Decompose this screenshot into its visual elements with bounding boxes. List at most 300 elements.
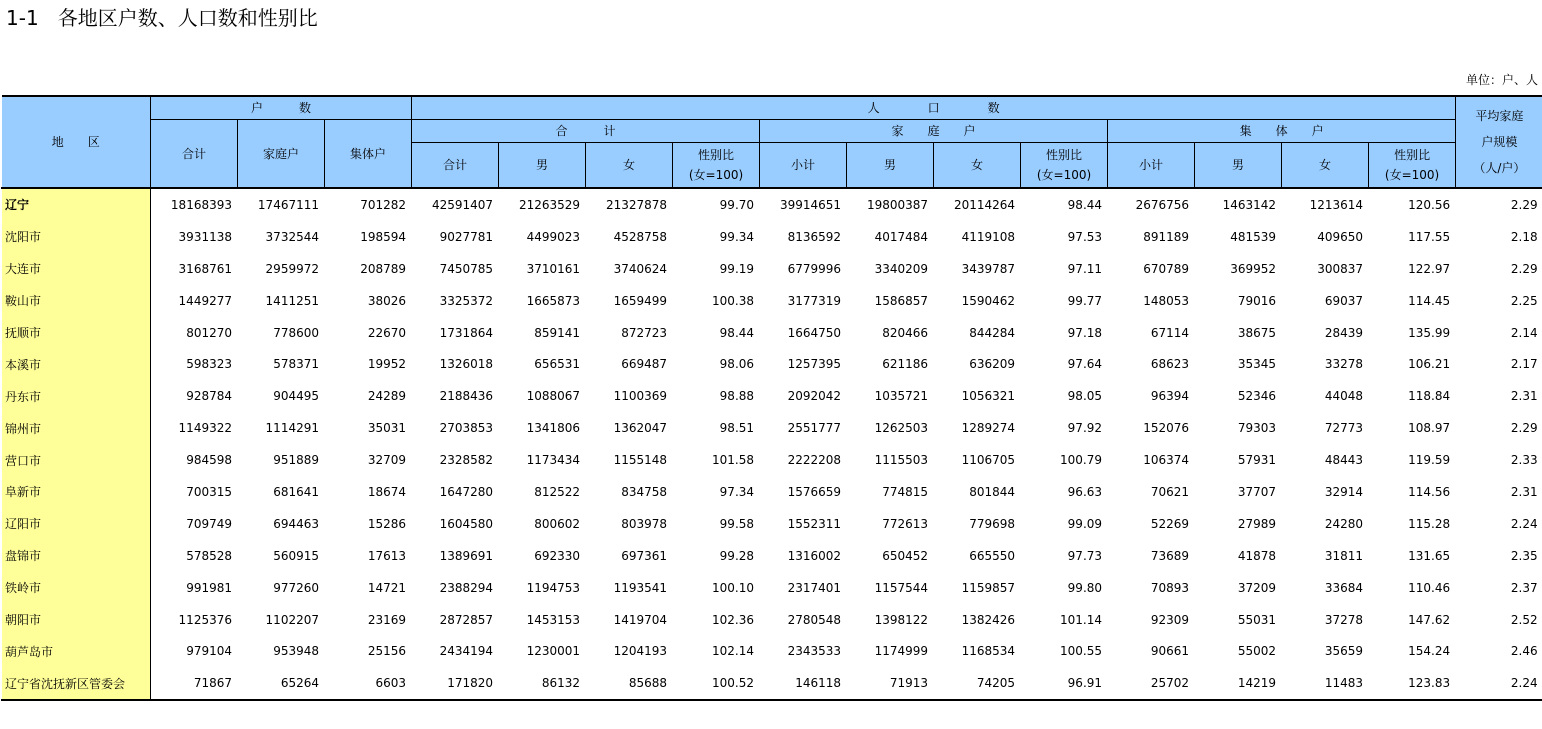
value-cell: 6603 (325, 667, 412, 700)
header-hh-family: 家庭户 (238, 120, 325, 189)
value-cell: 20114264 (953, 197, 1016, 212)
value-cell: 27989 (1237, 516, 1277, 531)
header-family-male: 男 (847, 143, 934, 189)
value-cell: 79303 (1237, 421, 1277, 436)
header-pop-total: 合计 (412, 143, 499, 189)
value-cell: 2092042 (787, 389, 842, 404)
value-cell: 1155148 (613, 453, 668, 468)
value-cell: 65264 (238, 667, 325, 700)
value-cell: 18674 (367, 484, 407, 499)
value-cell: 2.29 (1510, 197, 1538, 212)
region-cell: 朝阳市 (2, 604, 151, 636)
value-cell: 35659 (1324, 644, 1364, 659)
value-cell: 4499023 (526, 229, 581, 244)
value-cell: 812522 (534, 484, 581, 499)
header-avg-line1: 平均家庭 (1475, 109, 1524, 123)
header-avg-line2: 户规模 (1481, 135, 1518, 149)
value-cell: 1664750 (787, 325, 842, 340)
value-cell: 208789 (360, 261, 407, 276)
value-cell: 42591407 (431, 197, 494, 212)
value-cell: 670789 (1143, 261, 1190, 276)
value-cell: 4017484 (874, 229, 929, 244)
value-cell: 1102207 (265, 612, 319, 627)
value-cell: 979104 (186, 644, 232, 659)
header-pop-total-group: 合 计 (412, 120, 760, 143)
value-cell: 97.18 (1067, 325, 1103, 340)
value-cell: 636209 (969, 357, 1016, 372)
value-cell: 1174999 (874, 644, 929, 659)
header-region: 地 区 (2, 96, 151, 188)
header-family-female: 女 (934, 143, 1021, 189)
value-cell: 1257395 (787, 357, 842, 372)
value-cell: 578371 (273, 357, 319, 372)
region-cell: 丹东市 (2, 380, 151, 412)
value-cell: 4528758 (613, 229, 668, 244)
value-cell: 3710161 (526, 261, 581, 276)
region-cell: 阜新市 (2, 476, 151, 508)
value-cell: 1659499 (613, 293, 668, 308)
value-cell: 2343533 (787, 644, 842, 659)
value-cell: 17613 (367, 548, 407, 563)
value-cell: 800602 (534, 516, 581, 531)
value-cell: 991981 (186, 580, 232, 595)
value-cell: 2222208 (787, 453, 842, 468)
value-cell: 3732544 (265, 229, 319, 244)
value-cell: 17467111 (257, 197, 319, 212)
value-cell: 33278 (1324, 357, 1364, 372)
value-cell: 110.46 (1408, 580, 1451, 595)
header-pop-total-male: 男 (499, 143, 586, 189)
value-cell: 656531 (534, 357, 581, 372)
table-row (2, 604, 1542, 636)
table-body (2, 188, 1542, 700)
value-cell: 1731864 (439, 325, 494, 340)
value-cell: 120.56 (1408, 197, 1451, 212)
header-pop-total-ratio (673, 143, 760, 189)
region-cell: 抚顺市 (2, 317, 151, 349)
value-cell: 1590462 (961, 293, 1016, 308)
table-row (2, 253, 1542, 285)
value-cell: 99.34 (719, 229, 755, 244)
value-cell: 665550 (969, 548, 1016, 563)
value-cell: 1213614 (1309, 197, 1364, 212)
value-cell: 2388294 (439, 580, 494, 595)
region-cell: 铁岭市 (2, 572, 151, 604)
value-cell: 101.58 (712, 453, 755, 468)
value-cell: 872723 (621, 325, 668, 340)
value-cell: 2.46 (1510, 644, 1538, 659)
value-cell: 801844 (969, 484, 1016, 499)
value-cell: 1665873 (526, 293, 581, 308)
value-cell: 108.97 (1408, 421, 1451, 436)
value-cell: 1449277 (178, 293, 232, 308)
header-population: 人 口 数 (412, 96, 1456, 120)
value-cell: 115.28 (1408, 516, 1451, 531)
value-cell: 35345 (1237, 357, 1277, 372)
value-cell: 3340209 (874, 261, 929, 276)
value-cell: 97.34 (719, 484, 755, 499)
table-row (2, 667, 1542, 700)
table-row (2, 635, 1542, 667)
value-cell: 2.24 (1510, 516, 1538, 531)
table-row (2, 444, 1542, 476)
ratio-basis: (女=100) (1036, 168, 1092, 182)
value-cell: 904495 (273, 389, 319, 404)
value-cell: 152076 (1143, 421, 1190, 436)
value-cell: 98.44 (1067, 197, 1103, 212)
value-cell: 24289 (367, 389, 407, 404)
value-cell: 99.19 (719, 261, 755, 276)
value-cell: 2551777 (787, 421, 842, 436)
value-cell: 99.28 (719, 548, 755, 563)
header-collective-female: 女 (1282, 143, 1369, 189)
value-cell: 44048 (1324, 389, 1364, 404)
value-cell: 48443 (1324, 453, 1364, 468)
value-cell: 22670 (367, 325, 407, 340)
value-cell: 85688 (586, 667, 673, 700)
value-cell: 2434194 (439, 644, 494, 659)
value-cell: 3177319 (787, 293, 842, 308)
header-pop-family-group: 家 庭 户 (760, 120, 1108, 143)
value-cell: 1398122 (874, 612, 929, 627)
value-cell: 1149322 (178, 421, 232, 436)
value-cell: 100.55 (1060, 644, 1103, 659)
header-hh-collective: 集体户 (325, 120, 412, 189)
value-cell: 953948 (273, 644, 319, 659)
value-cell: 100.52 (673, 667, 760, 700)
value-cell: 1463142 (1222, 197, 1277, 212)
value-cell: 171820 (412, 667, 499, 700)
value-cell: 52269 (1150, 516, 1190, 531)
value-cell: 148053 (1143, 293, 1190, 308)
header-collective-male: 男 (1195, 143, 1282, 189)
value-cell: 2780548 (787, 612, 842, 627)
value-cell: 1289274 (961, 421, 1016, 436)
value-cell: 98.05 (1067, 389, 1103, 404)
value-cell: 106.21 (1408, 357, 1451, 372)
value-cell: 669487 (621, 357, 668, 372)
value-cell: 1168534 (961, 644, 1016, 659)
value-cell: 1157544 (874, 580, 929, 595)
table-row (2, 508, 1542, 540)
value-cell: 1106705 (961, 453, 1016, 468)
value-cell: 2.14 (1510, 325, 1538, 340)
value-cell: 3325372 (439, 293, 494, 308)
table-row (2, 317, 1542, 349)
value-cell: 38675 (1237, 325, 1277, 340)
value-cell: 21327878 (605, 197, 668, 212)
value-cell: 2.52 (1510, 612, 1538, 627)
value-cell: 123.83 (1369, 667, 1456, 700)
page-title: 1-1 各地区户数、人口数和性别比 (6, 6, 318, 30)
value-cell: 2.33 (1510, 453, 1538, 468)
value-cell: 24280 (1324, 516, 1364, 531)
value-cell: 3740624 (613, 261, 668, 276)
value-cell: 33684 (1324, 580, 1364, 595)
region-cell: 葫芦岛市 (2, 635, 151, 667)
value-cell: 2.31 (1510, 389, 1538, 404)
table-row (2, 572, 1542, 604)
value-cell: 3439787 (961, 261, 1016, 276)
value-cell: 2959972 (265, 261, 319, 276)
value-cell: 1552311 (787, 516, 842, 531)
ratio-basis: (女=100) (688, 168, 744, 182)
value-cell: 681641 (273, 484, 319, 499)
ratio-label: 性别比 (1046, 148, 1083, 162)
value-cell: 1193541 (613, 580, 668, 595)
header-hh-total: 合计 (151, 120, 238, 189)
value-cell: 25156 (367, 644, 407, 659)
value-cell: 102.14 (712, 644, 755, 659)
value-cell: 68623 (1150, 357, 1190, 372)
value-cell: 118.84 (1408, 389, 1451, 404)
value-cell: 598323 (186, 357, 232, 372)
header-family-ratio (1021, 143, 1108, 189)
value-cell: 97.73 (1067, 548, 1103, 563)
value-cell: 1326018 (439, 357, 494, 372)
value-cell: 700315 (186, 484, 232, 499)
value-cell: 1115503 (874, 453, 929, 468)
value-cell: 779698 (969, 516, 1016, 531)
value-cell: 96.63 (1067, 484, 1103, 499)
value-cell: 52346 (1237, 389, 1277, 404)
value-cell: 1586857 (874, 293, 929, 308)
value-cell: 409650 (1317, 229, 1364, 244)
value-cell: 2.37 (1510, 580, 1538, 595)
value-cell: 9027781 (439, 229, 494, 244)
value-cell: 560915 (273, 548, 319, 563)
value-cell: 92309 (1150, 612, 1190, 627)
value-cell: 1230001 (526, 644, 581, 659)
value-cell: 28439 (1324, 325, 1364, 340)
value-cell: 801270 (186, 325, 232, 340)
value-cell: 1453153 (526, 612, 581, 627)
table-row (2, 188, 1542, 221)
header-avg-line3: （人/户） (1473, 161, 1526, 175)
value-cell: 72773 (1324, 421, 1364, 436)
population-table (1, 95, 1542, 701)
value-cell: 2.17 (1510, 357, 1538, 372)
value-cell: 11483 (1282, 667, 1369, 700)
value-cell: 41878 (1237, 548, 1277, 563)
ratio-label: 性别比 (1394, 148, 1431, 162)
value-cell: 31811 (1324, 548, 1364, 563)
value-cell: 951889 (273, 453, 319, 468)
value-cell: 1341806 (526, 421, 581, 436)
value-cell: 101.14 (1060, 612, 1103, 627)
value-cell: 1576659 (787, 484, 842, 499)
ratio-label: 性别比 (698, 148, 735, 162)
value-cell: 21263529 (518, 197, 581, 212)
value-cell: 114.56 (1408, 484, 1451, 499)
value-cell: 859141 (534, 325, 581, 340)
value-cell: 1088067 (526, 389, 581, 404)
value-cell: 1419704 (613, 612, 668, 627)
value-cell: 481539 (1230, 229, 1277, 244)
value-cell: 98.51 (719, 421, 755, 436)
value-cell: 772613 (882, 516, 929, 531)
value-cell: 1411251 (265, 293, 319, 308)
header-pop-collective-group: 集 体 户 (1108, 120, 1456, 143)
value-cell: 2188436 (439, 389, 494, 404)
region-cell: 辽宁 (2, 188, 151, 221)
region-cell: 本溪市 (2, 348, 151, 380)
value-cell: 803978 (621, 516, 668, 531)
value-cell: 2317401 (787, 580, 842, 595)
value-cell: 4119108 (961, 229, 1016, 244)
value-cell: 97.64 (1067, 357, 1103, 372)
value-cell: 96394 (1150, 389, 1190, 404)
value-cell: 650452 (882, 548, 929, 563)
value-cell: 37707 (1237, 484, 1277, 499)
value-cell: 844284 (969, 325, 1016, 340)
region-cell: 鞍山市 (2, 285, 151, 317)
value-cell: 15286 (367, 516, 407, 531)
value-cell: 1362047 (613, 421, 668, 436)
value-cell: 1316002 (787, 548, 842, 563)
value-cell: 701282 (360, 197, 407, 212)
region-cell: 大连市 (2, 253, 151, 285)
value-cell: 97.92 (1067, 421, 1103, 436)
value-cell: 1382426 (961, 612, 1016, 627)
table-row (2, 285, 1542, 317)
value-cell: 369952 (1230, 261, 1277, 276)
value-cell: 300837 (1317, 261, 1364, 276)
value-cell: 891189 (1143, 229, 1190, 244)
value-cell: 135.99 (1408, 325, 1451, 340)
value-cell: 23169 (367, 612, 407, 627)
value-cell: 32709 (367, 453, 407, 468)
value-cell: 99.70 (719, 197, 755, 212)
value-cell: 147.62 (1408, 612, 1451, 627)
value-cell: 70621 (1150, 484, 1190, 499)
region-cell: 营口市 (2, 444, 151, 476)
value-cell: 1604580 (439, 516, 494, 531)
value-cell: 97.11 (1067, 261, 1103, 276)
value-cell: 2.18 (1510, 229, 1538, 244)
value-cell: 79016 (1237, 293, 1277, 308)
value-cell: 32914 (1324, 484, 1364, 499)
value-cell: 7450785 (439, 261, 494, 276)
value-cell: 96.91 (1021, 667, 1108, 700)
value-cell: 2676756 (1135, 197, 1190, 212)
value-cell: 2.24 (1456, 667, 1542, 700)
value-cell: 86132 (499, 667, 586, 700)
value-cell: 57931 (1237, 453, 1277, 468)
value-cell: 39914651 (779, 197, 842, 212)
value-cell: 14721 (367, 580, 407, 595)
region-cell: 沈阳市 (2, 221, 151, 253)
table-row (2, 348, 1542, 380)
value-cell: 114.45 (1408, 293, 1451, 308)
table-row (2, 540, 1542, 572)
value-cell: 154.24 (1408, 644, 1451, 659)
header-collective-subtotal: 小计 (1108, 143, 1195, 189)
value-cell: 774815 (882, 484, 929, 499)
value-cell: 35031 (367, 421, 407, 436)
value-cell: 18168393 (170, 197, 232, 212)
header-family-subtotal: 小计 (760, 143, 847, 189)
value-cell: 834758 (621, 484, 668, 499)
value-cell: 19800387 (866, 197, 929, 212)
value-cell: 2.25 (1510, 293, 1538, 308)
value-cell: 71913 (847, 667, 934, 700)
region-cell: 锦州市 (2, 412, 151, 444)
value-cell: 694463 (273, 516, 319, 531)
value-cell: 778600 (273, 325, 319, 340)
value-cell: 90661 (1150, 644, 1190, 659)
ratio-basis: (女=100) (1384, 168, 1440, 182)
value-cell: 2872857 (439, 612, 494, 627)
value-cell: 38026 (367, 293, 407, 308)
table-row (2, 476, 1542, 508)
table-row (2, 380, 1542, 412)
table-row (2, 221, 1542, 253)
value-cell: 697361 (621, 548, 668, 563)
value-cell: 100.10 (712, 580, 755, 595)
region-cell: 盘锦市 (2, 540, 151, 572)
value-cell: 1173434 (526, 453, 581, 468)
value-cell: 122.97 (1408, 261, 1451, 276)
value-cell: 820466 (882, 325, 929, 340)
value-cell: 621186 (882, 357, 929, 372)
value-cell: 1204193 (613, 644, 668, 659)
value-cell: 69037 (1324, 293, 1364, 308)
value-cell: 1114291 (265, 421, 319, 436)
value-cell: 578528 (186, 548, 232, 563)
header-households: 户 数 (151, 96, 412, 120)
value-cell: 1056321 (961, 389, 1016, 404)
value-cell: 1125376 (178, 612, 232, 627)
value-cell: 1262503 (874, 421, 929, 436)
value-cell: 1035721 (874, 389, 929, 404)
value-cell: 14219 (1195, 667, 1282, 700)
value-cell: 131.65 (1408, 548, 1451, 563)
value-cell: 99.77 (1067, 293, 1103, 308)
value-cell: 3168761 (178, 261, 232, 276)
value-cell: 117.55 (1408, 229, 1451, 244)
unit-label: 单位：户、人 (1465, 73, 1538, 87)
value-cell: 1159857 (961, 580, 1016, 595)
value-cell: 98.88 (719, 389, 755, 404)
value-cell: 2.35 (1510, 548, 1538, 563)
value-cell: 2703853 (439, 421, 494, 436)
value-cell: 2.29 (1510, 261, 1538, 276)
value-cell: 2.29 (1510, 421, 1538, 436)
region-cell: 辽阳市 (2, 508, 151, 540)
value-cell: 1647280 (439, 484, 494, 499)
value-cell: 55002 (1237, 644, 1277, 659)
value-cell: 100.79 (1060, 453, 1103, 468)
value-cell: 97.53 (1067, 229, 1103, 244)
value-cell: 102.36 (712, 612, 755, 627)
value-cell: 2.31 (1510, 484, 1538, 499)
header-avg-household-size (1456, 96, 1542, 188)
value-cell: 55031 (1237, 612, 1277, 627)
value-cell: 98.06 (719, 357, 755, 372)
value-cell: 1389691 (439, 548, 494, 563)
value-cell: 71867 (151, 667, 238, 700)
value-cell: 984598 (186, 453, 232, 468)
value-cell: 70893 (1150, 580, 1190, 595)
value-cell: 74205 (934, 667, 1021, 700)
value-cell: 99.80 (1067, 580, 1103, 595)
value-cell: 100.38 (712, 293, 755, 308)
value-cell: 692330 (534, 548, 581, 563)
value-cell: 67114 (1150, 325, 1190, 340)
value-cell: 3931138 (178, 229, 232, 244)
value-cell: 928784 (186, 389, 232, 404)
